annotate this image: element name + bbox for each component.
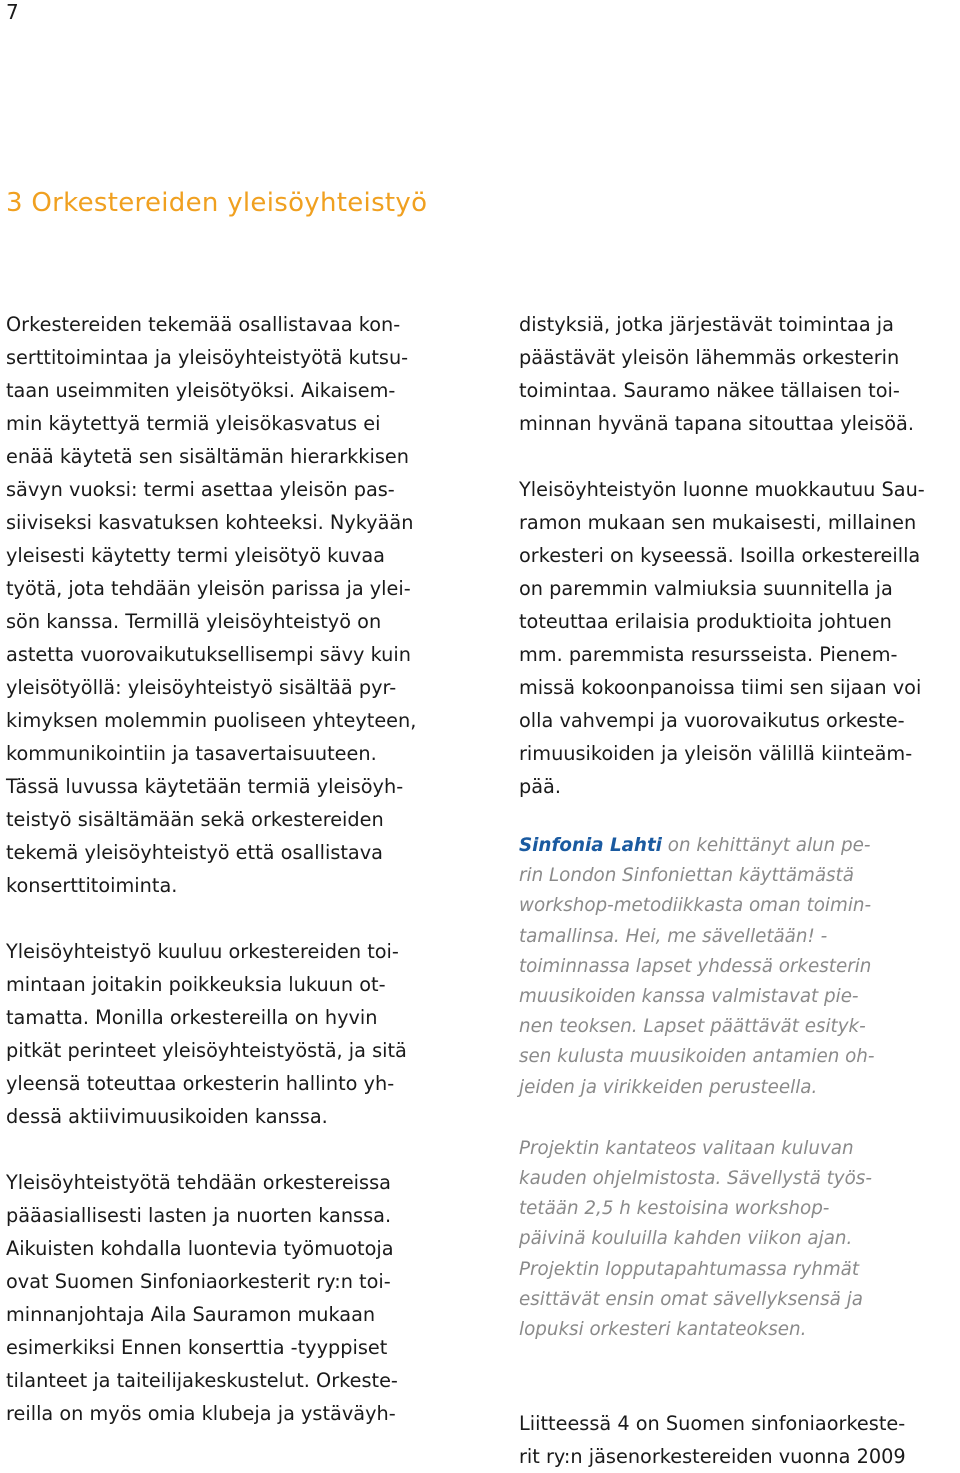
- text-line: muusikoiden kanssa valmistavat pie-: [519, 986, 859, 1008]
- paragraph: [519, 1407, 959, 1473]
- text-line: yleensä toteuttaa orkesterin hallinto yh-: [6, 1072, 395, 1095]
- text-line: distyksiä, jotka järjestävät toimintaa ja: [519, 313, 894, 336]
- text-line: pääasiallisesti lasten ja nuorten kanssa.: [6, 1204, 392, 1227]
- text-line: siiviseksi kasvatuksen kohteeksi. Nykyään: [6, 511, 414, 534]
- text-line: reilla on myös omia klubeja ja ystäväyh-: [6, 1402, 396, 1425]
- text-line: rit ry:n jäsenorkestereiden vuonna 2009: [519, 1445, 906, 1469]
- right-column: [519, 308, 959, 1473]
- orchestra-name: Sinfonia Lahti: [519, 835, 662, 856]
- text-line: on paremmin valmiuksia suunnitella ja: [519, 577, 893, 600]
- text-line: teistyö sisältämään sekä orkestereiden: [6, 808, 384, 831]
- text-line: ovat Suomen Sinfoniaorkesterit ry:n toi-: [6, 1270, 391, 1293]
- text-line: olla vahvempi ja vuorovaikutus orkeste-: [519, 709, 905, 732]
- text-line: Yleisöyhteistyötä tehdään orkestereissa: [6, 1171, 391, 1194]
- text-line: Yleisöyhteistyö kuuluu orkestereiden toi-: [6, 940, 399, 963]
- text-line: Liitteessä 4 on Suomen sinfoniaorkeste-: [519, 1412, 906, 1436]
- text-line: lopuksi orkesteri kantateoksen.: [519, 1319, 807, 1341]
- text-line: kommunikointiin ja tasavertaisuuteen.: [6, 742, 377, 765]
- text-line: orkesteri on kyseessä. Isoilla orkestereilla: [519, 544, 921, 567]
- text-line: minnanjohtaja Aila Sauramon mukaan: [6, 1303, 376, 1326]
- text-line: esittävät ensin omat sävellyksensä ja: [519, 1288, 863, 1310]
- text-line: yleisesti käytetty termi yleisötyö kuvaa: [6, 544, 385, 567]
- text-line: työtä, jota tehdään yleisön parissa ja ylei-: [6, 577, 411, 600]
- text-line: tilanteet ja taiteilijakeskustelut. Orkeste-: [6, 1369, 398, 1392]
- text-line: missä kokoonpanoissa tiimi sen sijaan voi: [519, 676, 922, 699]
- text-line: toimintaa. Sauramo näkee tällaisen toi-: [519, 379, 900, 402]
- text-line: pää.: [519, 775, 561, 798]
- left-column: [6, 308, 454, 1430]
- paragraph: [6, 308, 454, 902]
- text-line: mintaan joitakin poikkeuksia lukuun ot-: [6, 973, 386, 996]
- text-line: Projektin lopputapahtumassa ryhmät: [519, 1258, 860, 1280]
- text-line: minnan hyvänä tapana sitouttaa yleisöä.: [519, 412, 914, 435]
- paragraph: [6, 935, 454, 1133]
- text-line: päivinä kouluilla kahden viikon ajan.: [519, 1228, 853, 1250]
- text-line: taan useimmiten yleisötyöksi. Aikaisem-: [6, 379, 396, 402]
- text-line: konserttitoiminta.: [6, 874, 178, 897]
- text-line: kauden ohjelmistosta. Sävellystä työs-: [519, 1168, 872, 1190]
- quote-line: Sinfonia Lahti on kehittänyt alun pe-: [519, 835, 871, 856]
- paragraph: [519, 473, 959, 803]
- text-line: workshop-metodiikkasta oman toimin-: [519, 895, 872, 917]
- page-number: 7: [6, 0, 19, 24]
- text-line: ramon mukaan sen mukaisesti, millainen: [519, 511, 917, 534]
- text-line: Orkestereiden tekemää osallistavaa kon-: [6, 313, 401, 336]
- text-line: dessä aktiivimuusikoiden kanssa.: [6, 1105, 328, 1128]
- text-line: päästävät yleisön lähemmäs orkesterin: [519, 346, 900, 369]
- text-line: yleisötyöllä: yleisöyhteistyö sisältää pyr-: [6, 676, 397, 699]
- text-line: sävyn vuoksi: termi asettaa yleisön pas-: [6, 478, 395, 501]
- paragraph: [6, 1166, 454, 1430]
- text-line: Projektin kantateos valitaan kuluvan: [519, 1137, 854, 1159]
- text-line: sön kanssa. Termillä yleisöyhteistyö on: [6, 610, 382, 633]
- case-example-project: [519, 1134, 959, 1345]
- text-line: rin London Sinfoniettan käyttämästä: [519, 865, 854, 887]
- text-line: mm. paremmista resursseista. Pienem-: [519, 643, 898, 666]
- text-line: serttitoimintaa ja yleisöyhteistyötä kutsu-: [6, 346, 409, 369]
- text-line: sen kulusta muusikoiden antamien oh-: [519, 1046, 875, 1068]
- text-line: astetta vuorovaikutuksellisempi sävy kuin: [6, 643, 411, 666]
- text-line: Yleisöyhteistyön luonne muokkautuu Sau-: [519, 478, 925, 501]
- text-line: kimyksen molemmin puoliseen yhteyteen,: [6, 709, 417, 732]
- text-line: esimerkiksi Ennen konserttia -tyyppiset: [6, 1336, 388, 1359]
- text-line: tekemä yleisöyhteistyö että osallistava: [6, 841, 383, 864]
- chapter-title: 3 Orkestereiden yleisöyhteistyö: [6, 188, 428, 218]
- text-line: toteuttaa erilaisia produktioita johtuen: [519, 610, 892, 633]
- text-line: Aikuisten kohdalla luontevia työmuotoja: [6, 1237, 394, 1260]
- case-example-sinfonia-lahti: [519, 831, 959, 1103]
- text-line: enää käytetä sen sisältämän hierarkkisen: [6, 445, 409, 468]
- text-line: tamallinsa. Hei, me sävelletään! -: [519, 925, 828, 947]
- text-line: pitkät perinteet yleisöyhteistyöstä, ja sitä: [6, 1039, 407, 1062]
- text-line: tetään 2,5 h kestoisina workshop-: [519, 1198, 830, 1220]
- text-line: min käytettyä termiä yleisökasvatus ei: [6, 412, 381, 435]
- text-line: rimuusikoiden ja yleisön välillä kiinteäm-: [519, 742, 913, 765]
- text-line: toiminnassa lapset yhdessä orkesterin: [519, 955, 872, 977]
- text-line: nen teoksen. Lapset päättävät esityk-: [519, 1016, 866, 1038]
- text-line: Tässä luvussa käytetään termiä yleisöyh-: [6, 775, 404, 798]
- paragraph: [519, 308, 959, 440]
- text-line: tamatta. Monilla orkestereilla on hyvin: [6, 1006, 378, 1029]
- text-line: jeiden ja virikkeiden perusteella.: [519, 1076, 818, 1098]
